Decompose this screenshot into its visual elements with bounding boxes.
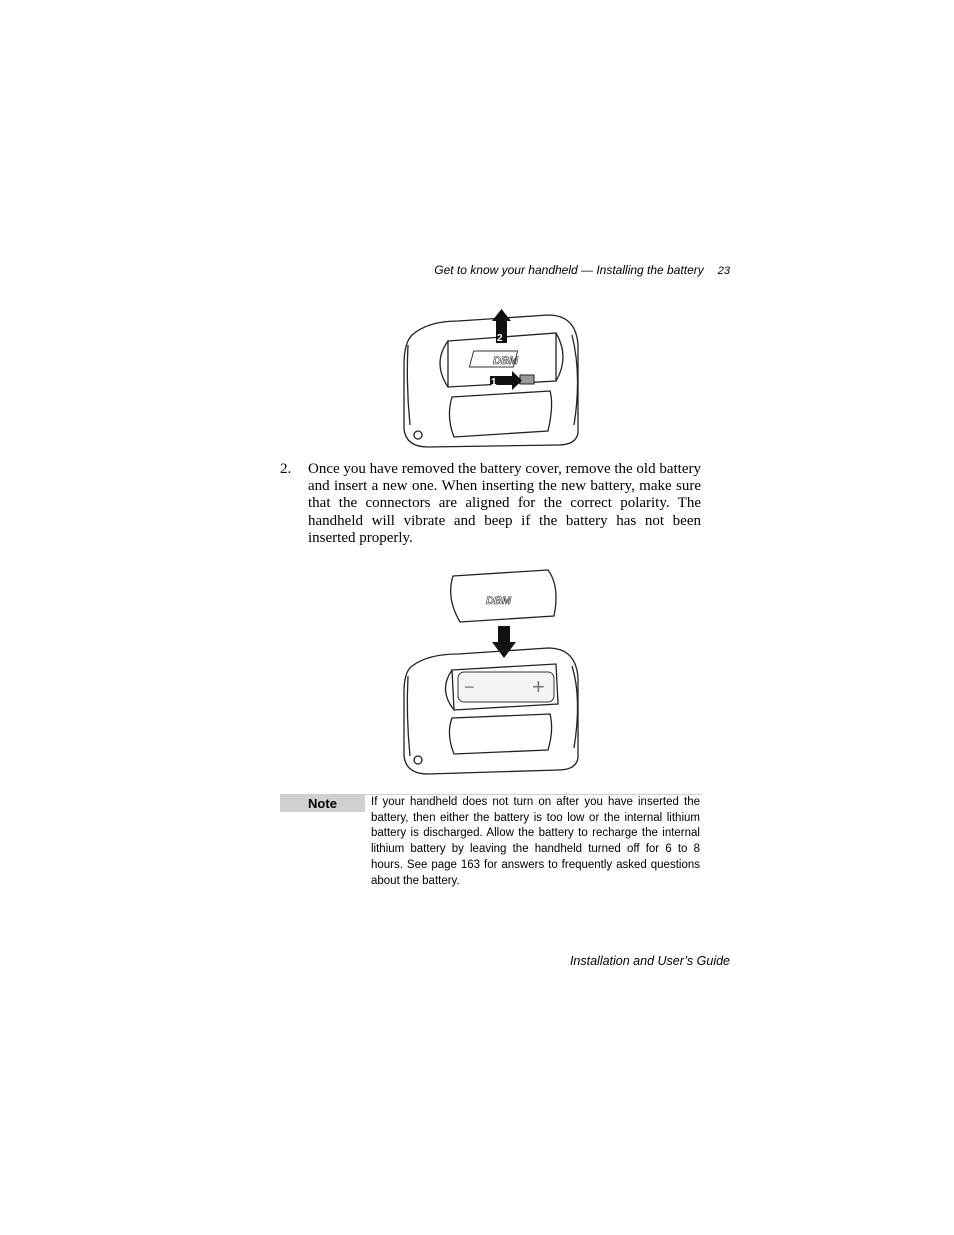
page-number: 23 (717, 265, 730, 277)
battery-insertion-illustration (398, 568, 586, 778)
svg-text:DBM: DBM (486, 595, 512, 607)
brand-logo (469, 351, 519, 367)
step-number: 2. (280, 461, 292, 477)
plus-terminal-icon: + (532, 674, 545, 699)
svg-text:DBM: DBM (493, 355, 519, 367)
running-footer: Installation and User’s Guide (569, 954, 730, 968)
svg-text:1: 1 (491, 377, 497, 388)
arrow-down-icon (492, 626, 516, 658)
battery-cover-removal-illustration (398, 305, 586, 453)
instruction-step-2 (280, 461, 701, 547)
battery-cover (451, 570, 556, 622)
running-header (380, 263, 730, 277)
svg-text:2: 2 (497, 333, 503, 344)
minus-terminal-icon: − (464, 677, 475, 697)
running-title: Get to know your handheld — Installing the battery (434, 263, 704, 277)
arrow-1-icon (490, 371, 522, 390)
note-label: Note (280, 795, 365, 812)
step-text: Once you have removed the battery cover, remove the old battery and insert a new one. When inserting the new battery, make sure that the connectors are aligned for the correct polarity. The handheld will vibrate and beep if the battery has not been inserted properly. (308, 461, 701, 546)
note-text: If your handheld does not turn on after you have inserted the battery, then either the battery is too low or the internal lithium battery is discharged. Allow the battery to recharge the internal lithium battery by leaving the handheld turned off for 6 to 8 hours. See page 163 for answers to frequently asked questions about the battery. (371, 796, 700, 887)
arrow-2-icon (492, 309, 511, 344)
